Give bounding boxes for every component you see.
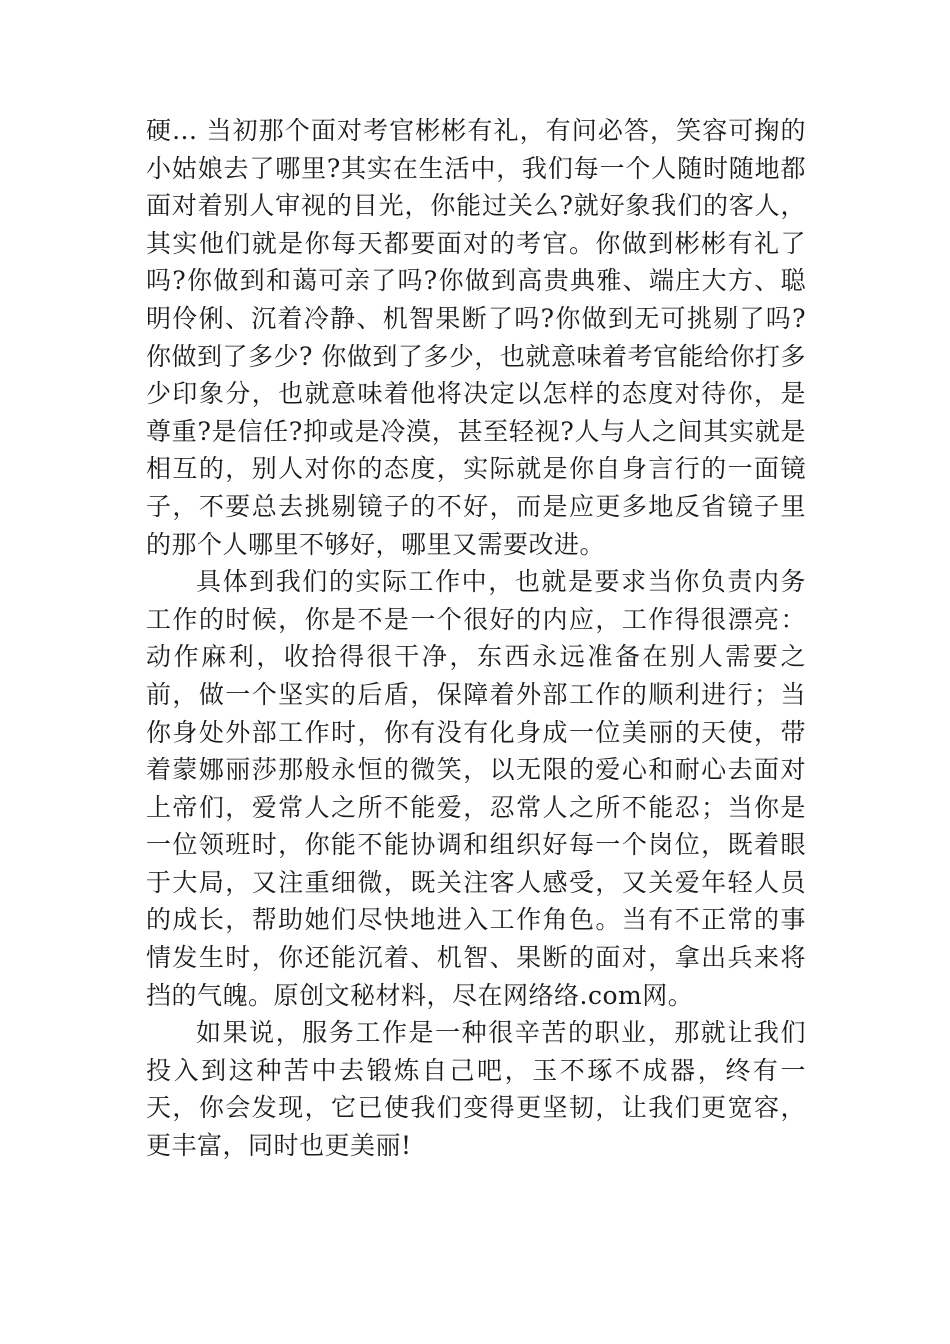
paragraph-continuation: 硬... 当初那个面对考官彬彬有礼，有问必答，笑容可掬的小姑娘去了哪里?其实在生活中，我们每一个人随时随地都面对着别人审视的目光，你能过关么?就好象我们的客人，其实他们就是你每天都要面对的考官。你做到彬彬有礼了吗?你做到和蔼可亲了吗?你做到高贵典雅、端庄大方、聪明伶俐、沉着冷静、机智果断了吗?你做到无可挑剔了吗?你做到了多少? 你做到了多少，也就意味着考官能给你打多少印象分，也就意味着他将决定以怎样的态度对待你，是尊重?是信任?抑或是冷漠，甚至轻视?人与人之间其实就是相互的，别人对你的态度，实际就是你自身言行的一面镜子，不要总去挑剔镜子的不好，而是应更多地反省镜子里的那个人哪里不够好，哪里又需要改进。 (146, 116, 806, 559)
paragraph-conclusion: 如果说，服务工作是一种很辛苦的职业，那就让我们投入到这种苦中去锻炼自己吧，玉不琢不成器，终有一天，你会发现，它已使我们变得更坚韧，让我们更宽容，更丰富，同时也更美丽! (146, 1018, 806, 1161)
paragraph-work-practice: 具体到我们的实际工作中，也就是要求当你负责内务工作的时候，你是不是一个很好的内应，工作得很漂亮：动作麻利，收拾得很干净，东西永远准备在别人需要之前，做一个坚实的后盾，保障着外部工作的顺利进行；当你身处外部工作时，你有没有化身成一位美丽的天使，带着蒙娜丽莎那般永恒的微笑，以无限的爱心和耐心去面对上帝们，爱常人之所不能爱，忍常人之所不能忍；当你是一位领班时，你能不能协调和组织好每一个岗位，既着眼于大局，又注重细微，既关注客人感受，又关爱年轻人员的成长，帮助她们尽快地进入工作角色。当有不正常的事情发生时，你还能沉着、机智、果断的面对，拿出兵来将挡的气魄。原创文秘材料，尽在网络络.com网。 (146, 567, 806, 1010)
document-body (146, 112, 806, 1165)
